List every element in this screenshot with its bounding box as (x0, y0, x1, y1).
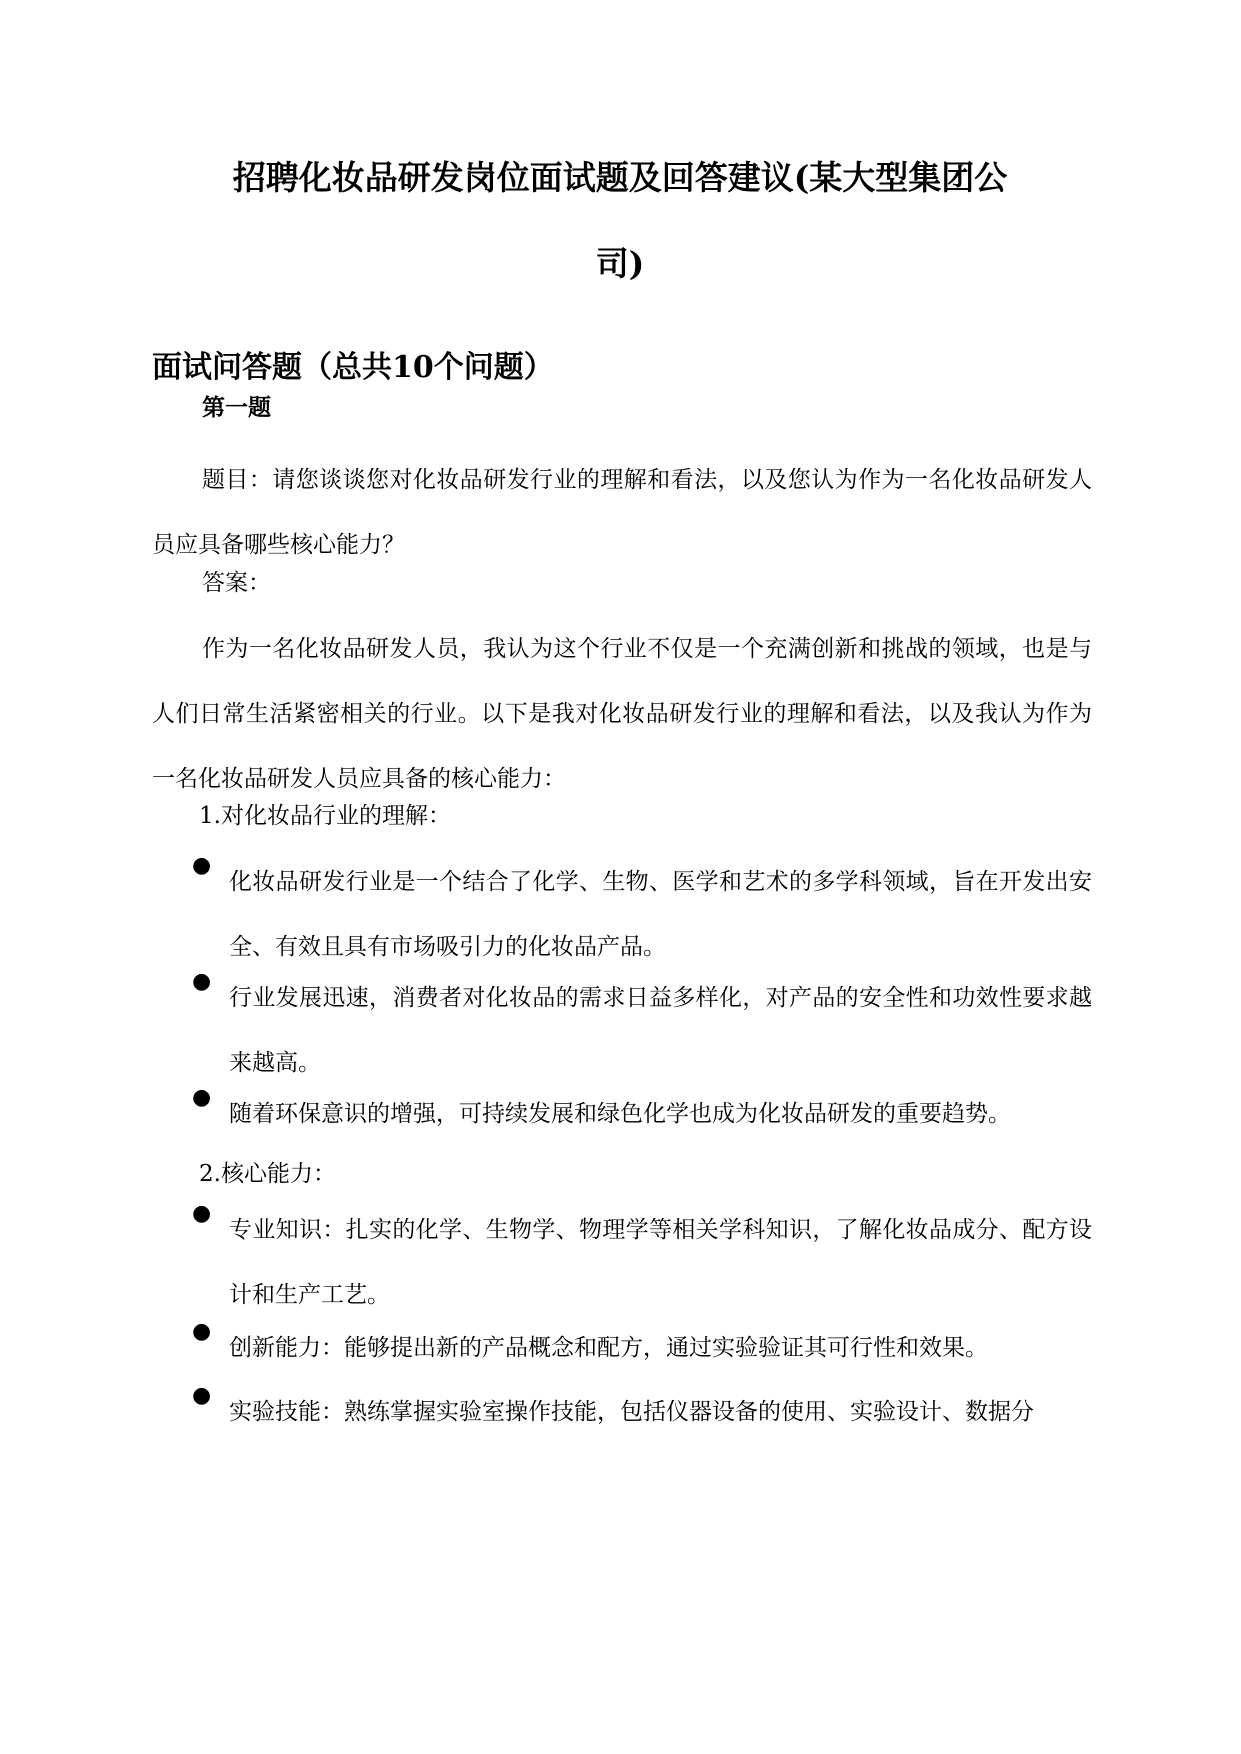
list-item-text: 行业发展迅速，消费者对化妆品的需求日益多样化，对产品的安全性和功效性要求越来越高。 (229, 985, 1092, 1076)
list-item (192, 1316, 1092, 1381)
bullet-icon: ● (192, 1319, 212, 1344)
list-item-text: 专业知识：扎实的化学、生物学、物理学等相关学科知识，了解化妆品成分、配方设计和生产工艺。 (229, 1217, 1092, 1308)
list-item-text: 实验技能：熟练掌握实验室操作技能，包括仪器设备的使用、实验设计、数据分 (229, 1399, 1034, 1425)
list-item (192, 1380, 1092, 1445)
list-item (192, 1082, 1092, 1147)
document-title (150, 148, 1090, 294)
point-2-title: 2.核心能力： (199, 1161, 336, 1187)
question-label: 第一题 (202, 394, 271, 421)
bullet-icon: ● (192, 853, 212, 878)
list-item (192, 1198, 1092, 1328)
section-heading: 面试问答题（总共10个问题） (152, 350, 554, 385)
title-line-2: 司) (595, 244, 645, 283)
list-item (192, 966, 1092, 1096)
bullet-icon: ● (192, 1085, 212, 1110)
list-item-text: 随着环保意识的增强，可持续发展和绿色化学也成为化妆品研发的重要趋势。 (229, 1101, 1011, 1127)
point-1-title: 1.对化妆品行业的理解： (199, 803, 451, 829)
title-line-1: 招聘化妆品研发岗位面试题及回答建议(某大型集团公 (232, 158, 1008, 197)
bullet-icon: ● (192, 1201, 212, 1226)
list-item-text: 创新能力：能够提出新的产品概念和配方，通过实验验证其可行性和效果。 (229, 1335, 988, 1361)
bullet-icon: ● (192, 969, 212, 994)
answer-label: 答案： (202, 570, 271, 596)
list-item (192, 850, 1092, 980)
question-text: 题目：请您谈谈您对化妆品研发行业的理解和看法，以及您认为作为一名化妆品研发人员应具备哪些核心能力？ (152, 467, 1092, 558)
answer-intro: 作为一名化妆品研发人员，我认为这个行业不仅是一个充满创新和挑战的领域，也是与人们日常生活紧密相关的行业。以下是我对化妆品研发行业的理解和看法，以及我认为作为一名化妆品研发人员应具备的核心能力： (152, 636, 1092, 792)
list-item-text: 化妆品研发行业是一个结合了化学、生物、医学和艺术的多学科领域，旨在开发出安全、有效且具有市场吸引力的化妆品产品。 (229, 869, 1092, 960)
bullet-icon: ● (192, 1383, 212, 1408)
